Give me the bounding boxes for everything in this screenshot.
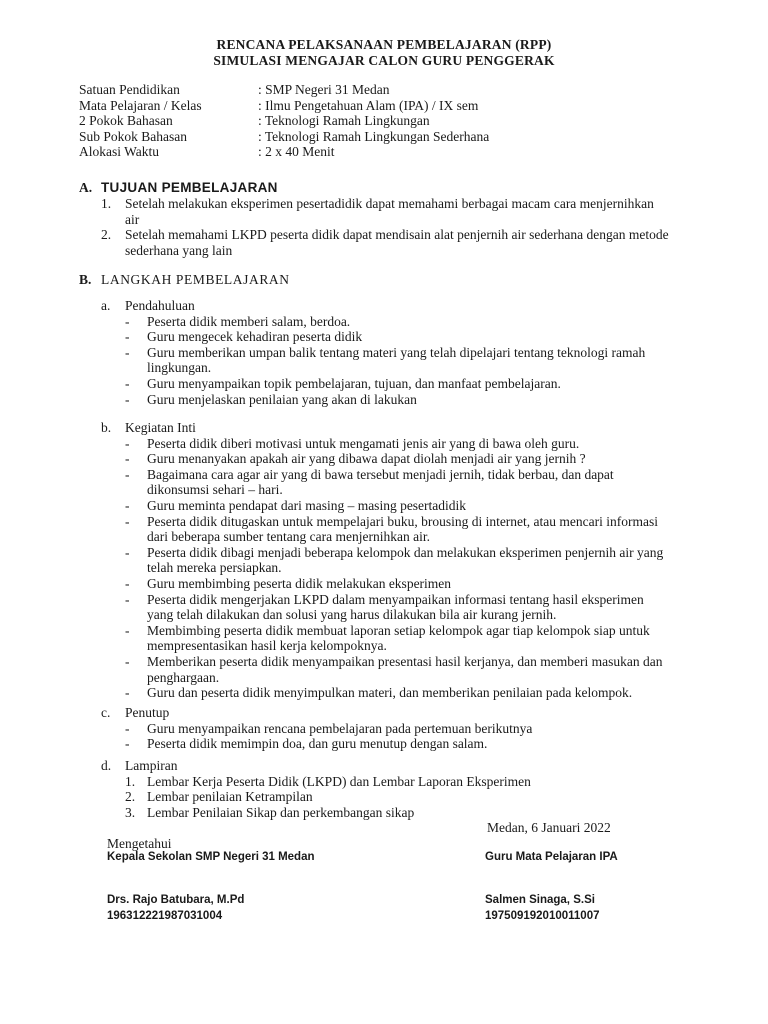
numbered-list bbox=[125, 774, 705, 821]
bullet-list bbox=[125, 314, 705, 408]
list-item: - Peserta didik diberi motivasi untuk mengamati jenis air yang di bawa oleh guru. bbox=[125, 436, 705, 452]
item-text: Peserta didik ditugaskan untuk mempelajari buku, brousing di internet, atau mencari informasi dari beberapa sumber tentang cara menjernihkan air. bbox=[147, 513, 658, 545]
list-item: - Membimbing peserta didik membuat laporan setiap kelompok agar tiap kelompok siap untuk mempresentasikan hasil kerja kelompoknya. bbox=[125, 623, 705, 654]
item-number: 3. bbox=[125, 804, 136, 820]
info-row bbox=[79, 129, 489, 145]
item-text: Guru mengecek kehadiran peserta didik bbox=[147, 329, 363, 345]
item-text: Setelah melakukan eksperimen pesertadidik dapat memahami berbagai macam cara menjernihkan air bbox=[125, 196, 654, 227]
info-value: : SMP Negeri 31 Medan bbox=[258, 82, 390, 97]
bullet-list bbox=[125, 436, 705, 701]
item-text: Guru dan peserta didik menyimpulkan materi, dan memberikan penilaian pada kelompok. bbox=[147, 685, 633, 701]
subsection-title: Lampiran bbox=[125, 758, 178, 773]
item-number: 2. bbox=[125, 789, 136, 805]
subsection-letter: d. bbox=[101, 758, 112, 773]
subsection-title: Pendahuluan bbox=[125, 298, 195, 313]
left-signer-name: Drs. Rajo Batubara, M.Pd bbox=[107, 894, 245, 906]
list-item: - Guru menyampaikan topik pembelajaran, tujuan, dan manfaat pembelajaran. bbox=[125, 376, 705, 392]
list-item: - Memberikan peserta didik menyampaikan presentasi hasil kerjanya, dan memberi masukan dan penghargaan. bbox=[125, 654, 705, 685]
info-row bbox=[79, 82, 489, 98]
list-item: - Guru mengecek kehadiran peserta didik bbox=[125, 329, 705, 345]
section-b-heading bbox=[79, 272, 290, 288]
item-text: Lembar penilaian Ketrampilan bbox=[147, 789, 313, 805]
subsection-letter: c. bbox=[101, 705, 111, 720]
item-text: Peserta didik memimpin doa, dan guru menutup dengan salam. bbox=[147, 736, 488, 752]
list-item: - Bagaimana cara agar air yang di bawa tersebut menjadi jernih, tidak berbau, dan dapat dikonsumsi sehari – hari. bbox=[125, 467, 705, 498]
list-item bbox=[125, 789, 705, 805]
item-text: Setelah memahami LKPD peserta didik dapat mendisain alat penjernih air sederhana dengan metode sederhana yang lain bbox=[125, 227, 669, 258]
info-value: : Ilmu Pengetahuan Alam (IPA) / IX sem bbox=[258, 97, 479, 113]
list-item: - Guru membimbing peserta didik melakukan eksperimen bbox=[125, 576, 705, 592]
section-title: LANGKAH PEMBELAJARAN bbox=[101, 272, 290, 287]
subsection-penutup bbox=[101, 705, 705, 752]
item-text: Peserta didik mengerjakan LKPD dalam menyampaikan informasi tentang hasil eksperimen yang telah dilakukan dan solusi yang harus dilakukan bila air kurang jernih. bbox=[147, 591, 644, 623]
right-signer-name: Salmen Sinaga, S.Si bbox=[485, 894, 595, 906]
info-row bbox=[79, 98, 489, 114]
list-item bbox=[101, 227, 701, 258]
item-text: Guru memberikan umpan balik tentang materi yang telah dipelajari tentang teknologi ramah lingkungan. bbox=[147, 344, 646, 376]
subsection-title: Penutup bbox=[125, 705, 170, 720]
info-value: : Teknologi Ramah Lingkungan bbox=[258, 113, 430, 129]
item-text: Guru menanyakan apakah air yang dibawa dapat diolah menjadi air yang jernih ? bbox=[147, 451, 586, 467]
list-item: - Guru menanyakan apakah air yang dibawa dapat diolah menjadi air yang jernih ? bbox=[125, 451, 705, 467]
right-signer-role: Guru Mata Pelajaran IPA bbox=[485, 851, 618, 863]
subsection-label bbox=[101, 298, 705, 314]
info-label: Satuan Pendidikan bbox=[79, 82, 180, 97]
list-item: - Peserta didik ditugaskan untuk mempelajari buku, brousing di internet, atau mencari informasi dari beberapa sumber tentang cara menjernihkan air. bbox=[125, 514, 705, 545]
subsection-kegiatan-inti bbox=[101, 420, 705, 701]
bullet-list bbox=[125, 721, 705, 752]
list-item: - Guru menyampaikan rencana pembelajaran pada pertemuan berikutnya bbox=[125, 721, 705, 737]
info-value: : 2 x 40 Menit bbox=[258, 144, 335, 160]
list-item bbox=[125, 805, 705, 821]
section-letter: A. bbox=[79, 180, 93, 195]
item-number: 2. bbox=[101, 227, 112, 243]
info-label: Sub Pokok Bahasan bbox=[79, 128, 187, 144]
info-value: : Teknologi Ramah Lingkungan Sederhana bbox=[258, 128, 490, 144]
item-number: 1. bbox=[125, 773, 136, 789]
info-label: 2 Pokok Bahasan bbox=[79, 113, 173, 129]
list-item: - Guru memberikan umpan balik tentang materi yang telah dipelajari tentang teknologi ramah lingkungan. bbox=[125, 345, 705, 376]
list-item: - Peserta didik memberi salam, berdoa. bbox=[125, 314, 705, 330]
item-text: Guru membimbing peserta didik melakukan eksperimen bbox=[147, 575, 452, 591]
item-number: 1. bbox=[101, 196, 112, 211]
list-item: - Peserta didik mengerjakan LKPD dalam menyampaikan informasi tentang hasil eksperimen yang telah dilakukan dan solusi yang harus dilakukan bila air kurang jernih. bbox=[125, 592, 705, 623]
info-label: Mata Pelajaran / Kelas bbox=[79, 97, 202, 113]
list-item bbox=[125, 774, 705, 790]
item-text: Guru meminta pendapat dari masing – masing pesertadidik bbox=[147, 497, 467, 513]
item-text: Bagaimana cara agar air yang di bawa tersebut menjadi jernih, tidak berbau, dan dapat dikonsumsi sehari – hari. bbox=[147, 466, 614, 498]
subsection-label bbox=[101, 705, 705, 721]
item-text: Lembar Penilaian Sikap dan perkembangan sikap bbox=[147, 804, 415, 820]
item-text: Peserta didik memberi salam, berdoa. bbox=[147, 313, 351, 329]
section-a-heading bbox=[79, 180, 278, 196]
subsection-pendahuluan bbox=[101, 298, 705, 407]
item-text: Guru menjelaskan penilaian yang akan di lakukan bbox=[147, 391, 417, 407]
list-item: - Guru dan peserta didik menyimpulkan materi, dan memberikan penilaian pada kelompok. bbox=[125, 685, 705, 701]
list-item: - Peserta didik memimpin doa, dan guru menutup dengan salam. bbox=[125, 736, 705, 752]
info-block bbox=[79, 82, 489, 160]
item-text: Memberikan peserta didik menyampaikan presentasi hasil kerjanya, dan memberi masukan dan penghargaan. bbox=[147, 653, 663, 685]
left-signer-nip: 196312221987031004 bbox=[107, 910, 223, 922]
section-title: TUJUAN PEMBELAJARAN bbox=[101, 180, 278, 195]
right-signer-nip: 197509192010011007 bbox=[485, 910, 600, 922]
list-item: - Peserta didik dibagi menjadi beberapa kelompok dan melakukan eksperimen penjernih air yang telah mereka persiapkan. bbox=[125, 545, 705, 576]
subsection-letter: b. bbox=[101, 420, 112, 435]
item-text: Peserta didik diberi motivasi untuk mengamati jenis air yang di bawa oleh guru. bbox=[147, 435, 580, 451]
subsection-label bbox=[101, 758, 705, 774]
item-text: Membimbing peserta didik membuat laporan setiap kelompok agar tiap kelompok siap untuk mempresentasikan hasil kerja kelompoknya. bbox=[147, 622, 650, 654]
item-text: Guru menyampaikan topik pembelajaran, tujuan, dan manfaat pembelajaran. bbox=[147, 375, 561, 391]
mengetahui-label: Mengetahui bbox=[107, 836, 172, 851]
subsection-letter: a. bbox=[101, 298, 111, 313]
section-letter: B. bbox=[79, 272, 92, 287]
objectives-list bbox=[101, 196, 701, 258]
info-row bbox=[79, 113, 489, 129]
subsection-title: Kegiatan Inti bbox=[125, 420, 196, 435]
document-title: RENCANA PELAKSANAAN PEMBELAJARAN (RPP) bbox=[216, 37, 552, 52]
left-signer-role: Kepala Sekolan SMP Negeri 31 Medan bbox=[107, 851, 315, 863]
document-subtitle: SIMULASI MENGAJAR CALON GURU PENGGERAK bbox=[213, 53, 555, 68]
info-label: Alokasi Waktu bbox=[79, 144, 160, 160]
item-text: Guru menyampaikan rencana pembelajaran pada pertemuan berikutnya bbox=[147, 720, 533, 736]
list-item: - Guru meminta pendapat dari masing – masing pesertadidik bbox=[125, 498, 705, 514]
list-item bbox=[101, 196, 701, 227]
item-text: Lembar Kerja Peserta Didik (LKPD) dan Lembar Laporan Eksperimen bbox=[147, 773, 531, 789]
subsection-lampiran bbox=[101, 758, 705, 820]
place-date: Medan, 6 Januari 2022 bbox=[487, 820, 611, 835]
item-text: Peserta didik dibagi menjadi beberapa kelompok dan melakukan eksperimen penjernih air yang telah mereka persiapkan. bbox=[147, 544, 664, 576]
info-row bbox=[79, 144, 489, 160]
subsection-label bbox=[101, 420, 705, 436]
list-item: - Guru menjelaskan penilaian yang akan di lakukan bbox=[125, 392, 705, 408]
